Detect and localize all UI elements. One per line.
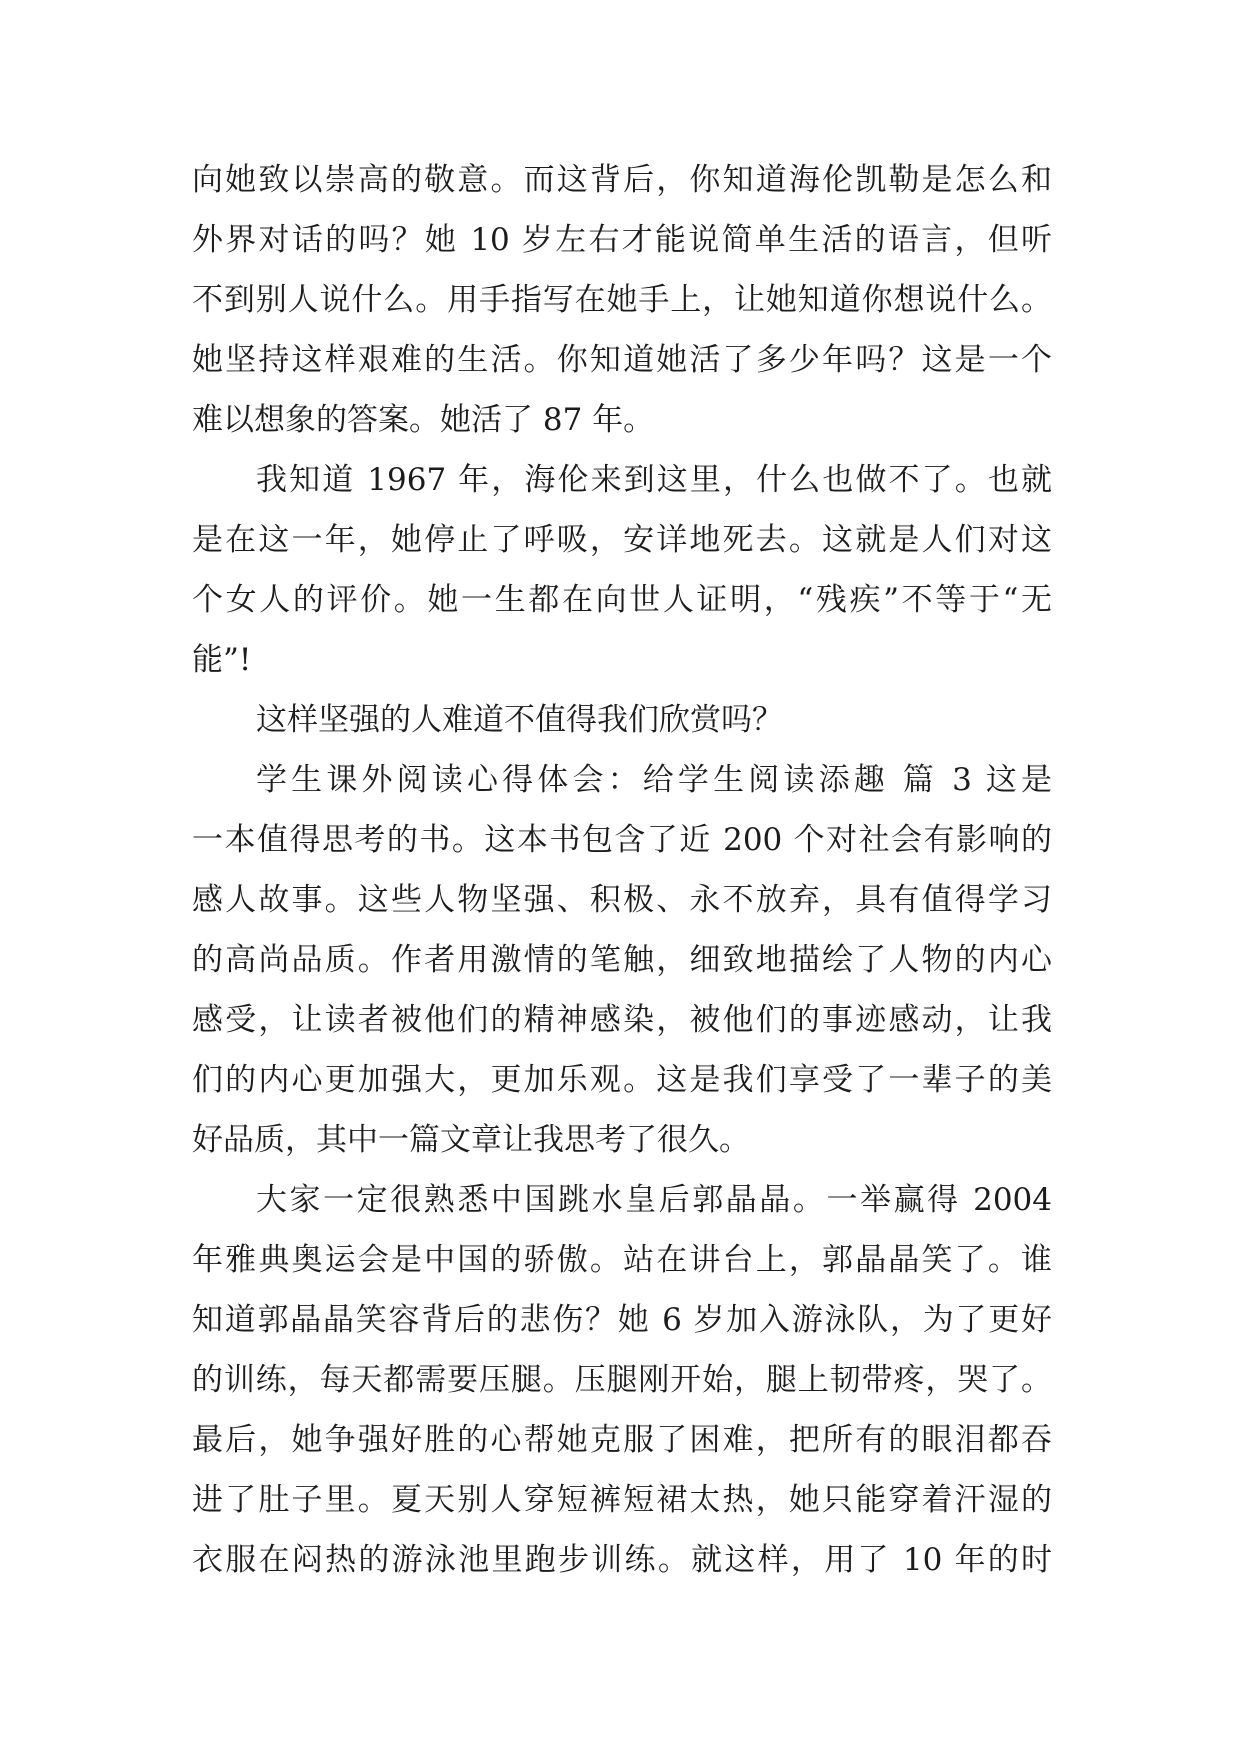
text-line: 这样坚强的人难道不值得我们欣赏吗？ [256,702,783,738]
text-line: 我知道 1967 年，海伦来到这里，什么也做不了。也就 [256,462,1052,498]
text-line: 学生课外阅读心得体会：给学生阅读添趣 篇 3 这是 [256,762,1052,798]
text-line: 外界对话的吗？她 10 岁左右才能说简单生活的语言，但听 [192,222,1052,258]
text-line: 进了肚子里。夏天别人穿短裤短裙太热，她只能穿着汗湿的 [192,1482,1052,1518]
text-line: 大家一定很熟悉中国跳水皇后郭晶晶。一举赢得 2004 [256,1182,1052,1218]
text-line: 难以想象的答案。她活了 87 年。 [192,402,655,438]
text-line: 能”! [192,642,252,678]
text-line: 是在这一年，她停止了呼吸，安详地死去。这就是人们对这 [192,522,1052,558]
text-line: 的高尚品质。作者用激情的笔触，细致地描绘了人物的内心 [192,942,1052,978]
text-line: 感受，让读者被他们的精神感染，被他们的事迹感动，让我 [192,1002,1052,1038]
text-line: 的训练，每天都需要压腿。压腿刚开始，腿上韧带疼，哭了。 [192,1362,1052,1398]
body-text [192,150,1052,1590]
text-line: 知道郭晶晶笑容背后的悲伤？她 6 岁加入游泳队，为了更好 [192,1302,1052,1338]
text-line: 衣服在闷热的游泳池里跑步训练。就这样，用了 10 年的时 [192,1542,1052,1578]
text-line: 个女人的评价。她一生都在向世人证明，“残疾”不等于“无 [192,582,1052,618]
text-line: 好品质，其中一篇文章让我思考了很久。 [192,1122,750,1158]
text-line: 向她致以崇高的敬意。而这背后，你知道海伦凯勒是怎么和 [192,162,1052,198]
text-line: 不到别人说什么。用手指写在她手上，让她知道你想说什么。 [192,282,1052,318]
text-line: 最后，她争强好胜的心帮她克服了困难，把所有的眼泪都吞 [192,1422,1052,1458]
text-line: 年雅典奥运会是中国的骄傲。站在讲台上，郭晶晶笑了。谁 [192,1242,1052,1278]
text-line: 们的内心更加强大，更加乐观。这是我们享受了一辈子的美 [192,1062,1052,1098]
text-line: 一本值得思考的书。这本书包含了近 200 个对社会有影响的 [192,822,1052,858]
text-line: 她坚持这样艰难的生活。你知道她活了多少年吗？这是一个 [192,342,1052,378]
text-line: 感人故事。这些人物坚强、积极、永不放弃，具有值得学习 [192,882,1052,918]
